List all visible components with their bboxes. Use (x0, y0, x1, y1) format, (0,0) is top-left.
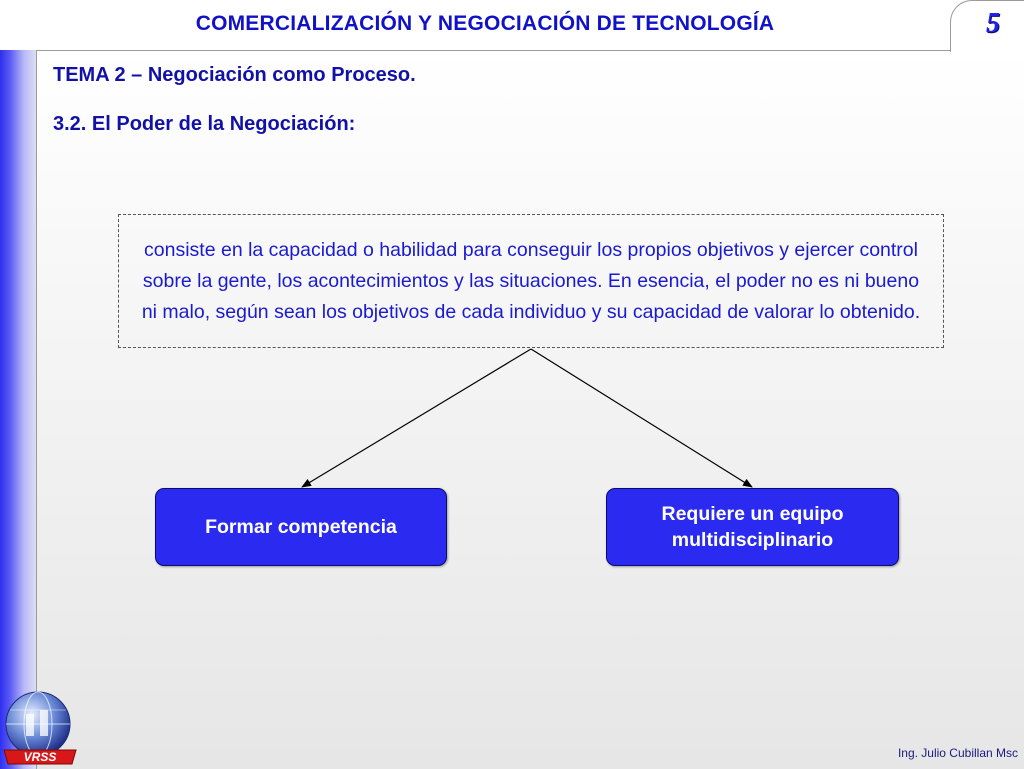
definition-text: consiste en la capacidad o habilidad para conseguir los propios objetivos y ejercer control sobre la gente, los acontecimientos y las situaciones. En esencia, el poder no es ni bueno ni malo, según sean los objetivos de cada individuo y su capacidad de valorar lo obtenido. (141, 238, 921, 323)
slide-content-panel (36, 50, 1024, 769)
outcome-label: Formar competencia (205, 516, 397, 538)
page-number: 5 (986, 8, 1000, 39)
university-logo (0, 690, 80, 768)
author-credit: Ing. Julio Cubillan Msc (897, 746, 1018, 760)
topic-title: TEMA 2 – Negociación como Proceso. (53, 64, 416, 86)
svg-text:VRSS: VRSS (23, 750, 57, 764)
definition-box (118, 214, 944, 348)
outcome-label: Requiere un equipo multidisciplinario (661, 503, 844, 551)
outcome-box-equipo-multidisciplinario (606, 488, 899, 566)
outcome-box-formar-competencia (155, 488, 447, 566)
section-title: 3.2. El Poder de la Negociación: (53, 113, 356, 135)
header-title: COMERCIALIZACIÓN Y NEGOCIACIÓN DE TECNOLOGÍA (195, 12, 775, 35)
